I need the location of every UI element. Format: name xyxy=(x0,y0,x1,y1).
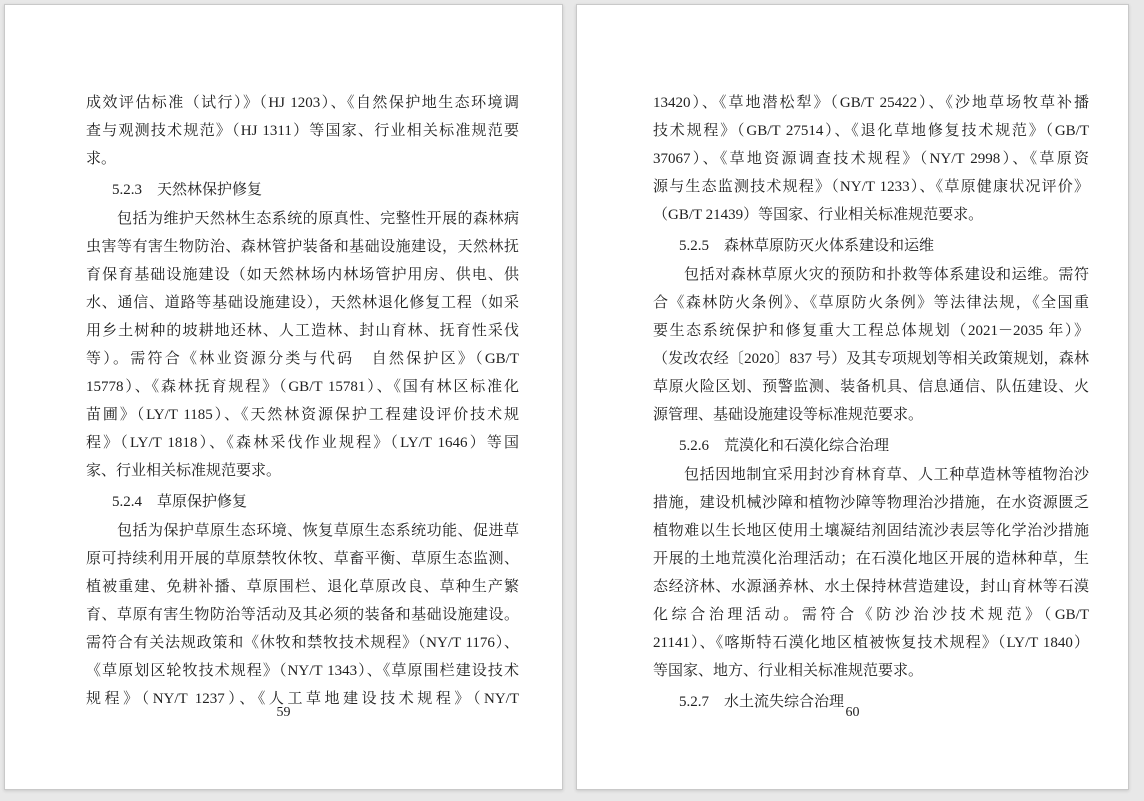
text-line: 源与生态监测技术规程》（NY/T 1233）、《草原健康状况评价》 xyxy=(653,179,1089,195)
text-line: 规程》（NY/T 1237）、《人工草地建设技术规程》（NY/T xyxy=(86,691,519,707)
text-line: 要生态系统保护和修复重大工程总体规划（2021－2035 年）》 xyxy=(653,323,1089,339)
text-line: 原可持续利用开展的草原禁牧休牧、草畜平衡、草原生态监测、 xyxy=(86,551,519,567)
text-line: 包括为维护天然林生态系统的原真性、完整性开展的森林病 xyxy=(117,211,519,227)
section-heading: 5.2.3 天然林保护修复 xyxy=(112,182,263,198)
text-line: 《草原划区轮牧技术规程》（NY/T 1343）、《草原围栏建设技术 xyxy=(86,663,519,679)
text-line: 育保育基础设施建设（如天然林场内林场管护用房、供电、供 xyxy=(86,267,519,283)
text-line: 育、草原有害生物防治等活动及其必须的装备和基础设施建设。 xyxy=(86,607,519,623)
section-heading: 5.2.6 荒漠化和石漠化综合治理 xyxy=(679,438,890,454)
text-line: 13420）、《草地潜松犁》（GB/T 25422）、《沙地草场牧草补播 xyxy=(653,95,1089,111)
text-line: 水、通信、道路等基础设施建设），天然林退化修复工程（如采 xyxy=(86,295,519,311)
text-line: 用乡土树种的坡耕地还林、人工造林、封山育林、抚育性采伐 xyxy=(86,323,519,339)
text-line: （GB/T 21439）等国家、行业相关标准规范要求。 xyxy=(653,207,984,223)
text-line: 开展的土地荒漠化治理活动；在石漠化地区开展的造林种草，生 xyxy=(653,551,1089,567)
page-number: 59 xyxy=(276,705,291,720)
text-line: 程》（LY/T 1818）、《森林采伐作业规程》（LY/T 1646）等国 xyxy=(86,435,519,451)
text-line: 源管理、基础设施建设等标准规范要求。 xyxy=(653,407,924,423)
text-line: 37067）、《草地资源调查技术规程》（NY/T 2998）、《草原资 xyxy=(653,151,1089,167)
text-line: 包括对森林草原火灾的预防和扑救等体系建设和运维。需符 xyxy=(684,267,1089,283)
page-60 xyxy=(576,4,1129,790)
page-59 xyxy=(4,4,563,790)
page-text xyxy=(653,89,1089,717)
page-text xyxy=(86,89,519,713)
text-line: （发改农经〔2020〕837 号）及其专项规划等相关政策规划，森林 xyxy=(653,351,1089,367)
text-line: 草原火险区划、预警监测、装备机具、信息通信、队伍建设、火 xyxy=(653,379,1089,395)
text-line: 包括因地制宜采用封沙育林育草、人工种草造林等植物治沙 xyxy=(684,467,1089,483)
text-line: 需符合有关法规政策和《休牧和禁牧技术规程》（NY/T 1176）、 xyxy=(86,635,519,651)
section-heading: 5.2.7 水土流失综合治理 xyxy=(679,694,845,710)
text-line: 21141）、《喀斯特石漠化地区植被恢复技术规程》（LY/T 1840） xyxy=(653,635,1089,651)
text-line: 措施，建设机械沙障和植物沙障等物理治沙措施，在水资源匮乏 xyxy=(653,495,1089,511)
text-line: 成效评估标准（试行）》（HJ 1203）、《自然保护地生态环境调 xyxy=(86,95,519,111)
text-line: 态经济林、水源涵养林、水土保持林营造建设，封山育林等石漠 xyxy=(653,579,1089,595)
text-line: 查与观测技术规范》（HJ 1311）等国家、行业相关标准规范要 xyxy=(86,123,519,139)
section-heading: 5.2.5 森林草原防灭火体系建设和运维 xyxy=(679,238,935,254)
text-line: 技术规程》（GB/T 27514）、《退化草地修复技术规范》（GB/T xyxy=(653,123,1089,139)
text-line: 植物难以生长地区使用土壤凝结剂固结流沙表层等化学治沙措施 xyxy=(653,523,1089,539)
page-number: 60 xyxy=(845,705,860,720)
text-line: 化综合治理活动。需符合《防沙治沙技术规范》（GB/T xyxy=(653,607,1089,623)
text-line: 等）。需符合《林业资源分类与代码 自然保护区》（GB/T xyxy=(86,351,519,367)
text-line: 植被重建、免耕补播、草原围栏、退化草原改良、草种生产繁 xyxy=(86,579,519,595)
text-line: 合《森林防火条例》、《草原防火条例》等法律法规，《全国重 xyxy=(653,295,1089,311)
text-line: 虫害等有害生物防治、森林管护装备和基础设施建设，天然林抚 xyxy=(86,239,519,255)
text-line: 苗圃》（LY/T 1185）、《天然林资源保护工程建设评价技术规 xyxy=(86,407,519,423)
text-line: 包括为保护草原生态环境、恢复草原生态系统功能、促进草 xyxy=(117,523,519,539)
text-line: 15778）、《森林抚育规程》（GB/T 15781）、《国有林区标准化 xyxy=(86,379,519,395)
text-line: 求。 xyxy=(86,151,117,167)
text-line: 家、行业相关标准规范要求。 xyxy=(86,463,282,479)
text-line: 等国家、地方、行业相关标准规范要求。 xyxy=(653,663,924,679)
section-heading: 5.2.4 草原保护修复 xyxy=(112,494,248,510)
